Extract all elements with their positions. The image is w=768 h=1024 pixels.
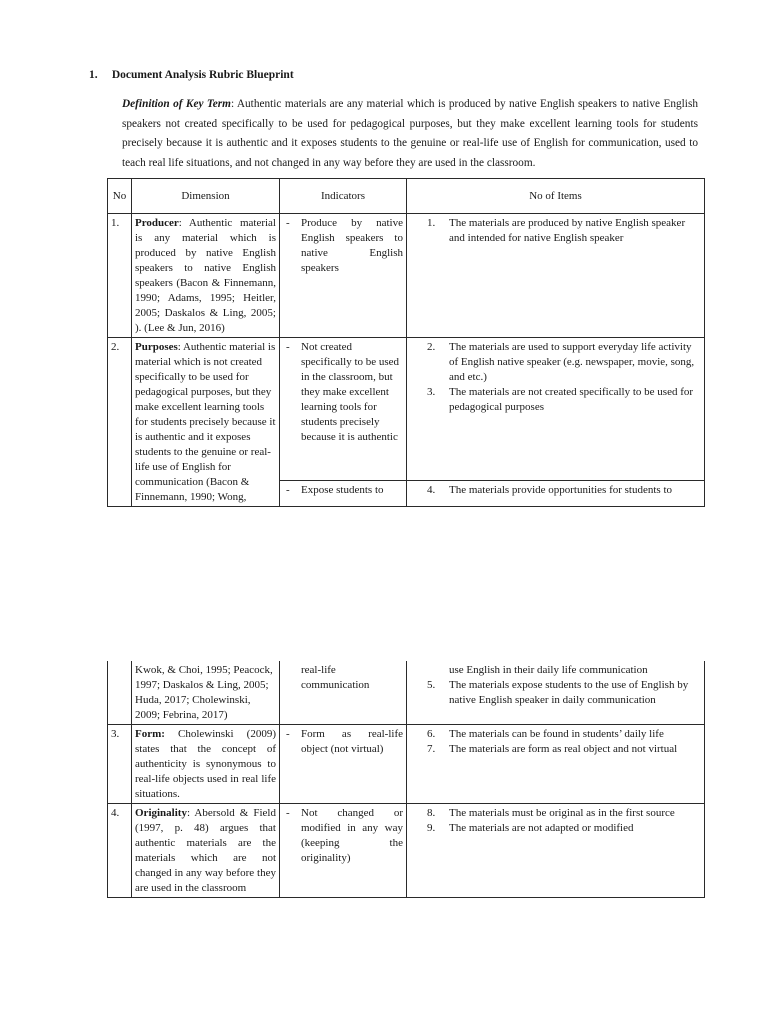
list-item xyxy=(410,821,701,836)
indicator-text: Not changed or modified in any way (keeping the originality) xyxy=(301,807,403,864)
item-text: The materials are produced by native English speaker and intended for native English speaker xyxy=(449,217,686,244)
table-row-continued xyxy=(108,661,705,725)
dimension-cell xyxy=(132,214,280,338)
rubric-table-top xyxy=(107,178,705,507)
items-cell xyxy=(407,804,705,898)
dimension-name: Form: xyxy=(135,728,165,740)
dimension-description: : Authentic material is any material which is produced by native English speakers to native English speakers (Bacon & Finnemann, 1990; Adams, 1995; Heitler, 2005; Daskalos & Ling, 2005; ). (Lee & Jun, 2016) xyxy=(135,217,276,334)
item-number: 6. xyxy=(427,728,436,740)
definition-term: Definition of Key Term xyxy=(122,98,231,110)
list-item xyxy=(410,385,701,415)
definition-paragraph xyxy=(122,95,698,173)
list-item xyxy=(410,678,701,708)
indicator-text: Not created specifically to be used in the classroom, but they make excellent learning tools for students precisely because it is authentic xyxy=(301,341,400,443)
header-indicators: Indicators xyxy=(280,179,407,214)
dimension-cell xyxy=(132,661,280,725)
rubric-table-bottom xyxy=(107,661,705,898)
indicator-cell xyxy=(280,725,407,804)
item-number: 5. xyxy=(427,679,436,691)
list-item xyxy=(410,340,701,385)
item-number: 2. xyxy=(427,341,436,353)
dimension-description: Kwok, & Choi, 1995; Peacock, 1997; Daskalos & Ling, 2005; Huda, 2017; Cholewinski, 2009; Febrina, 2017) xyxy=(135,664,273,721)
table-row xyxy=(108,338,705,481)
header-no: No xyxy=(108,179,132,214)
items-cell xyxy=(407,661,705,725)
item-text: The materials are used to support everyday life activity of English native speaker (e.g. newspaper, movie, song, and etc.) xyxy=(449,341,695,383)
section-number: 1. xyxy=(89,69,98,81)
item-text: The materials are not created specifically to be used for pedagogical purposes xyxy=(449,386,694,413)
items-cell xyxy=(407,725,705,804)
row-number: 4. xyxy=(108,804,132,898)
indicator-text: Form as real-life object (not virtual) xyxy=(301,728,403,755)
dimension-description: Cholewinski (2009) states that the concept of authenticity is synonymous to real-life objects used in real life situations. xyxy=(135,728,276,800)
dimension-name: Purposes xyxy=(135,341,178,353)
dimension-cell xyxy=(132,804,280,898)
list-item xyxy=(410,216,701,246)
definition-text: : Authentic materials are any material which is produced by native English speakers to native English speakers not created specifically to be used for pedagogical purposes, but they make excellent learning tools for students precisely because it is authentic and it exposes students to the genuine or real-life use of English for communication, used to teach real life situations, and not changed in any way before they are used in the classroom. xyxy=(122,98,698,169)
dimension-description: : Authentic material is material which is not created specifically to be used for pedagogical purposes, but they make excellent learning tools for students precisely because it is authentic and it exposes students to the genuine or real-life use of English for communication (Bacon & Finnemann, 1990; Wong, xyxy=(135,341,276,503)
item-text: The materials are form as real object and not virtual xyxy=(449,743,678,755)
row-number: 3. xyxy=(108,725,132,804)
row-number: 2. xyxy=(108,338,132,507)
items-cell xyxy=(407,338,705,481)
list-item xyxy=(410,742,701,757)
indicator-cell xyxy=(280,214,407,338)
dimension-cell xyxy=(132,725,280,804)
item-text: The materials provide opportunities for students to xyxy=(449,484,673,496)
item-number: 4. xyxy=(427,484,436,496)
header-dimension: Dimension xyxy=(132,179,280,214)
list-item xyxy=(410,806,701,821)
indicator-text: Produce by native English speakers to native English speakers xyxy=(301,217,403,274)
item-number: 3. xyxy=(427,386,436,398)
item-number: 8. xyxy=(427,807,436,819)
list-item xyxy=(410,483,701,498)
dimension-name: Originality xyxy=(135,807,187,819)
dimension-name: Producer xyxy=(135,217,179,229)
items-cell xyxy=(407,214,705,338)
bullet-dash: - xyxy=(286,484,290,496)
dimension-cell xyxy=(132,338,280,507)
indicator-cell xyxy=(280,804,407,898)
indicator-cell xyxy=(280,338,407,481)
item-number: 1. xyxy=(427,217,436,229)
indicator-cell xyxy=(280,481,407,507)
bullet-dash: - xyxy=(286,807,290,819)
bullet-dash: - xyxy=(286,728,290,740)
item-text: The materials are not adapted or modified xyxy=(449,822,634,834)
table-row xyxy=(108,804,705,898)
section-heading xyxy=(89,69,294,81)
bullet-dash: - xyxy=(286,341,290,353)
item-continuation: use English in their daily life communication xyxy=(449,664,648,676)
item-text: The materials expose students to the use of English by native English speaker in daily communication xyxy=(449,679,689,706)
bullet-dash: - xyxy=(286,217,290,229)
row-number: 1. xyxy=(108,214,132,338)
indicator-text: real-life communication xyxy=(301,664,370,691)
table-header-row xyxy=(108,179,705,214)
row-number-empty xyxy=(108,661,132,725)
dimension-description: : Abersold & Field (1997, p. 48) argues that authentic materials are the materials which are not changed in any way before they are used in the classroom xyxy=(135,807,276,894)
item-number: 7. xyxy=(427,743,436,755)
item-text: The materials can be found in students’ daily life xyxy=(449,728,664,740)
items-cell xyxy=(407,481,705,507)
indicator-cell xyxy=(280,661,407,725)
section-title: Document Analysis Rubric Blueprint xyxy=(111,69,294,81)
header-items: No of Items xyxy=(407,179,705,214)
table-row xyxy=(108,214,705,338)
list-item xyxy=(410,727,701,742)
item-number: 9. xyxy=(427,822,436,834)
item-text: The materials must be original as in the first source xyxy=(449,807,675,819)
indicator-text: Expose students to xyxy=(301,484,384,496)
table-row xyxy=(108,725,705,804)
